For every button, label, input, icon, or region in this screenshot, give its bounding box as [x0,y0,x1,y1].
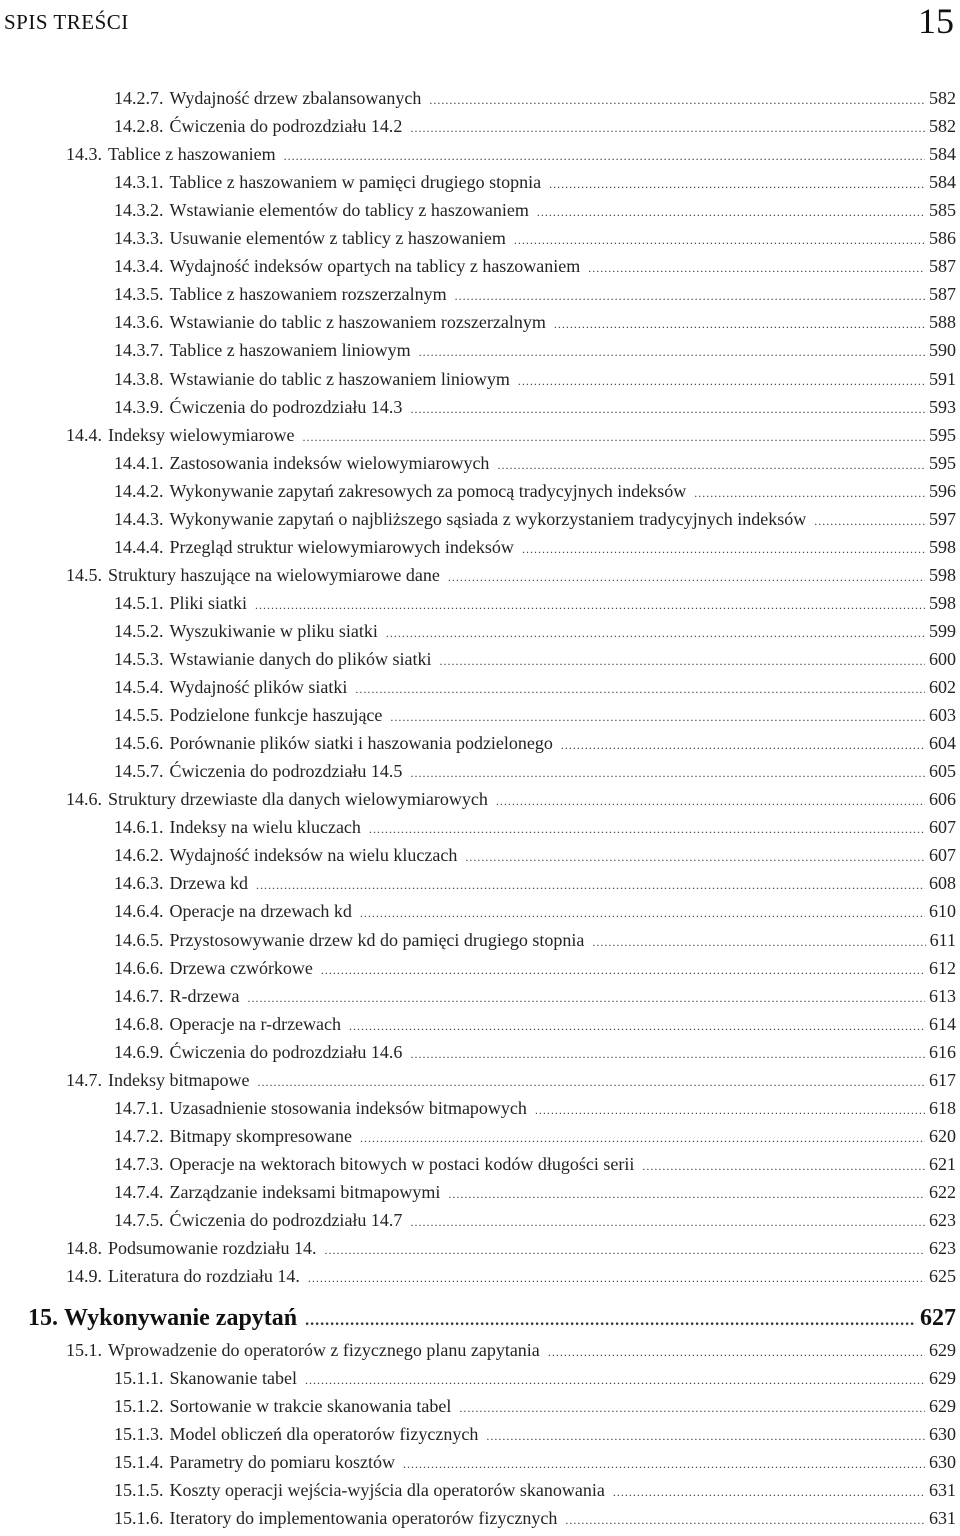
toc-entry [66,785,956,813]
toc-entry-title: Parametry do pomiaru kosztów [169,1452,395,1473]
toc-entry-page: 614 [929,1013,956,1034]
toc-entry-number: 14.3.6. [114,312,164,333]
toc-entry-page: 584 [929,172,956,193]
toc-entry [114,449,956,477]
toc-entry [66,421,956,449]
toc-entry-number: 14.3.5. [114,284,164,305]
toc-entry-page: 591 [929,368,956,389]
toc-entry [114,224,956,252]
toc-entry-number: 14.5.2. [114,620,164,641]
toc-entry [114,168,956,196]
dot-leader [302,423,925,451]
dot-leader [497,451,925,479]
toc-entry-title: Porównanie plików siatki i haszowania podzielonego [169,733,553,754]
toc-entry-title: Tablice z haszowaniem w pamięci drugiego stopnia [169,172,542,193]
toc-entry-title: Uzasadnienie stosowania indeksów bitmapowych [169,1097,527,1118]
toc-entry-number: 14.3.8. [114,368,164,389]
toc-entry-page: 623 [929,1210,956,1230]
toc-entry-number: 14.3.2. [114,200,164,221]
dot-leader [256,871,925,899]
toc-entry-number: 14.8. [66,1238,102,1259]
toc-entry-title: Podsumowanie rozdziału 14. [108,1238,317,1259]
toc-entry-page: 600 [929,649,956,669]
toc-entry-number: 14.7.2. [114,1125,164,1146]
dot-leader [410,1208,925,1236]
toc-entry-number: 14.3.1. [114,172,164,193]
toc-entry-page: 597 [929,508,956,529]
toc-entry-number: 14.6.1. [114,817,164,838]
dot-leader [419,338,925,366]
toc-entry-number: 14.6.4. [114,901,164,922]
toc-entry [114,252,956,280]
toc-entry-number: 14.7.5. [114,1210,164,1230]
toc-entry-number: 14.2.8. [114,116,164,137]
toc-entry [66,1336,956,1364]
toc-entry-title: Wykonywanie zapytań [64,1305,298,1332]
toc-entry-page: 617 [929,1069,956,1090]
toc-entry-number: 14.3.7. [114,340,164,361]
dot-leader [814,507,925,535]
dot-leader [496,787,925,815]
toc-entry-title: Drzewa czwórkowe [169,957,313,978]
toc-entry-page: 627 [920,1305,956,1332]
dot-leader [548,1338,925,1366]
dot-leader [355,675,925,703]
toc-entry [114,1122,956,1150]
toc-entry-number: 14.6.9. [114,1041,164,1062]
toc-entry-page: 611 [929,929,956,950]
toc-entry-title: Drzewa kd [169,873,248,894]
toc-entry [114,701,956,729]
toc-entry-number: 15. [28,1305,58,1332]
toc-entry-page: 590 [929,340,956,361]
toc-entry [114,196,956,224]
toc-entry-number: 14.5.6. [114,733,164,754]
toc-entry-title: Wydajność indeksów na wielu kluczach [169,845,458,866]
toc-chapter-entry [28,1300,956,1336]
toc-entry-title: Usuwanie elementów z tablicy z haszowaniem [169,228,506,249]
dot-leader [439,647,925,675]
toc-entry-page: 605 [929,761,956,782]
toc-entry-title: R-drzewa [169,985,240,1006]
dot-leader [486,1422,925,1450]
toc-entry-title: Ćwiczenia do podrozdziału 14.3 [169,396,403,417]
toc-entry-number: 15.1.4. [114,1452,164,1473]
dot-leader [459,1394,925,1422]
toc-entry [114,645,956,673]
dot-leader [429,86,925,114]
toc-entry-title: Wykonywanie zapytań o najbliższego sąsiada z wykorzystaniem tradycyjnych indeksów [169,508,807,529]
dot-leader [694,479,925,507]
toc-entry-page: 612 [929,957,956,978]
toc-entry-page: 630 [929,1424,956,1445]
dot-leader [360,1124,925,1152]
dot-leader [255,591,925,619]
toc-entry-number: 14.4.4. [114,536,164,557]
dot-leader [403,1450,925,1478]
dot-leader [410,114,925,142]
toc-entry-number: 14.4.1. [114,452,164,473]
toc-entry [114,926,956,954]
toc-entry-page: 596 [929,480,956,501]
toc-entry-page: 630 [929,1452,956,1473]
running-header-title: SPIS TREŚCI [4,10,129,34]
toc-entry-number: 15.1.1. [114,1368,164,1389]
toc-entry-number: 14.2.7. [114,88,164,108]
toc-entry-page: 598 [929,592,956,613]
toc-entry-page: 629 [929,1368,956,1389]
toc-entry-title: Sortowanie w trakcie skanowania tabel [169,1396,452,1417]
dot-leader [592,928,925,956]
toc-entry-page: 598 [929,536,956,557]
toc-entry-title: Wydajność plików siatki [169,677,348,698]
dot-leader [561,731,925,759]
toc-entry [114,1364,956,1392]
toc-entry-page: 606 [929,789,956,810]
toc-entry [114,393,956,421]
toc-entry-title: Wyszukiwanie w pliku siatki [169,620,378,641]
toc-entry-number: 14.7.1. [114,1097,164,1118]
toc-entry-number: 14.7. [66,1069,102,1090]
toc-entry-title: Model obliczeń dla operatorów fizycznych [169,1424,479,1445]
dot-leader [410,1040,925,1068]
toc-entry [114,1010,956,1038]
toc-entry-page: 629 [929,1340,956,1361]
dot-leader [588,254,925,282]
toc-entry-page: 604 [929,733,956,754]
toc-entry [114,112,956,140]
toc-entry [66,1262,956,1290]
toc-entry-page: 603 [929,705,956,726]
dot-leader [554,310,925,338]
toc-entry [114,533,956,561]
toc-entry-title: Bitmapy skompresowane [169,1125,352,1146]
toc-entry [66,140,956,168]
toc-entry-page: 629 [929,1396,956,1417]
toc-entry [114,280,956,308]
toc-entry-title: Tablice z haszowaniem [108,144,276,165]
toc-entry-title: Tablice z haszowaniem rozszerzalnym [169,284,447,305]
dot-leader [386,619,925,647]
toc-entry-page: 587 [929,284,956,305]
toc-entry [114,869,956,897]
dot-leader [360,899,925,927]
toc-entry-title: Indeksy bitmapowe [108,1069,250,1090]
dot-leader [565,1506,925,1534]
toc-entry-page: 588 [929,312,956,333]
toc-entry-title: Wykonywanie zapytań zakresowych za pomocą tradycyjnych indeksów [169,480,687,501]
toc-entry-title: Pliki siatki [169,592,248,613]
toc-entry [114,1420,956,1448]
dot-leader [305,1303,916,1339]
toc-entry-page: 593 [929,396,956,417]
toc-entry-title: Podzielone funkcje haszujące [169,705,383,726]
dot-leader [410,759,925,787]
toc-entry-page: 607 [929,845,956,866]
toc-entry-title: Wstawianie do tablic z haszowaniem liniowym [169,368,510,389]
toc-entry-title: Przystosowywanie drzew kd do pamięci drugiego stopnia [169,929,585,950]
toc-entry-title: Operacje na r-drzewach [169,1013,342,1034]
toc-entry [114,308,956,336]
toc-entry-page: 584 [929,144,956,165]
toc-entry-page: 618 [929,1097,956,1118]
toc-entry-title: Struktury haszujące na wielowymiarowe dane [108,564,440,585]
toc-entry-page: 586 [929,228,956,249]
dot-leader [549,170,925,198]
toc-entry-title: Tablice z haszowaniem liniowym [169,340,411,361]
toc-entry-title: Operacje na wektorach bitowych w postaci kodów długości serii [169,1153,635,1174]
toc-entry-title: Wydajność indeksów opartych na tablicy z haszowaniem [169,256,581,277]
toc-entry-page: 620 [929,1125,956,1146]
toc-entry-title: Skanowanie tabel [169,1368,297,1389]
toc-entry [114,1206,956,1234]
dot-leader [410,395,925,423]
toc-entry-number: 15.1. [66,1340,102,1361]
toc-entry-number: 15.1.6. [114,1508,164,1529]
toc-entry [114,813,956,841]
dot-leader [247,984,925,1012]
toc-entry-title: Ćwiczenia do podrozdziału 14.5 [169,761,403,782]
toc-entry-number: 14.4. [66,424,102,445]
toc-entry-page: 621 [929,1153,956,1174]
toc-entry-number: 14.3.3. [114,228,164,249]
dot-leader [305,1366,925,1394]
toc-entry [114,982,956,1010]
page-number: 15 [918,1,954,41]
toc-entry [114,84,956,112]
toc-entry [114,954,956,982]
toc-entry-title: Zarządzanie indeksami bitmapowymi [169,1181,441,1202]
dot-leader [308,1264,925,1292]
dot-leader [465,843,925,871]
toc-entry-title: Wstawianie danych do plików siatki [169,649,432,669]
toc-entry [114,757,956,785]
toc-entry [114,897,956,925]
toc-entry-page: 595 [929,452,956,473]
toc-entry-page: 616 [929,1041,956,1062]
toc-entry-page: 622 [929,1181,956,1202]
toc-entry [114,673,956,701]
toc-entry-title: Wstawianie do tablic z haszowaniem rozszerzalnym [169,312,546,333]
dot-leader [514,226,925,254]
toc-entry [114,1094,956,1122]
toc-entry-number: 14.3. [66,144,102,165]
dot-leader [448,1180,925,1208]
toc-entry [114,1178,956,1206]
toc-entry [114,841,956,869]
toc-entry-title: Ćwiczenia do podrozdziału 14.2 [169,116,403,137]
toc-entry [114,365,956,393]
toc-entry-title: Indeksy na wielu kluczach [169,817,361,838]
toc-entry-number: 15.1.5. [114,1480,164,1501]
toc-entry-number: 14.7.4. [114,1181,164,1202]
dot-leader [390,703,925,731]
toc-entry-page: 631 [929,1508,956,1529]
toc-entry [114,1448,956,1476]
toc-entry-number: 14.7.3. [114,1153,164,1174]
toc-entry-page: 582 [929,88,956,108]
toc-entry-number: 14.3.4. [114,256,164,277]
toc-entry-title: Iteratory do implementowania operatorów fizycznych [169,1508,558,1529]
toc-entry [114,617,956,645]
toc-entry-page: 599 [929,620,956,641]
toc-entry-number: 14.6.3. [114,873,164,894]
toc-entry-number: 15.1.2. [114,1396,164,1417]
toc-entry-number: 14.3.9. [114,396,164,417]
dot-leader [537,198,925,226]
dot-leader [455,282,925,310]
toc-entry-page: 602 [929,677,956,698]
toc-entry [114,336,956,364]
toc-entry-title: Struktury drzewiaste dla danych wielowymiarowych [108,789,488,810]
toc-entry-page: 585 [929,200,956,221]
toc-entry-page: 595 [929,424,956,445]
toc-entry [114,729,956,757]
dot-leader [522,535,925,563]
toc-entry-page: 613 [929,985,956,1006]
toc-entry [114,1504,956,1532]
toc-entry-page: 608 [929,873,956,894]
toc-entry-page: 582 [929,116,956,137]
toc-entry [66,561,956,589]
toc-entry-number: 14.5.3. [114,649,164,669]
toc-entry-page: 587 [929,256,956,277]
toc-entry-title: Wydajność drzew zbalansowanych [169,88,422,108]
dot-leader [518,367,925,395]
toc-entry-title: Wstawianie elementów do tablicy z haszowaniem [169,200,529,221]
toc-entry [114,589,956,617]
toc-entry [114,1476,956,1504]
toc-entry-number: 14.6.6. [114,957,164,978]
toc-entry-number: 14.6.5. [114,929,164,950]
toc-entry-number: 14.5.4. [114,677,164,698]
toc-entry-number: 14.5.5. [114,705,164,726]
toc-entry-page: 623 [929,1238,956,1259]
toc-entry-number: 14.6.7. [114,985,164,1006]
toc-entry-number: 15.1.3. [114,1424,164,1445]
toc-entry [114,1038,956,1066]
toc-entry [114,1150,956,1178]
dot-leader [369,815,925,843]
toc-entry-number: 14.4.3. [114,508,164,529]
toc-entry-number: 14.6. [66,789,102,810]
toc-entry [114,505,956,533]
toc-entry-title: Zastosowania indeksów wielowymiarowych [169,452,490,473]
toc-entry-page: 607 [929,817,956,838]
toc-entry-title: Operacje na drzewach kd [169,901,352,922]
toc-entry-title: Ćwiczenia do podrozdziału 14.7 [169,1210,403,1230]
toc-entry-title: Literatura do rozdziału 14. [108,1266,300,1287]
toc-entry [66,1234,956,1262]
dot-leader [284,142,925,170]
dot-leader [257,1068,925,1096]
toc-entry-number: 14.5.7. [114,761,164,782]
toc-entry-title: Ćwiczenia do podrozdziału 14.6 [169,1041,403,1062]
dot-leader [321,956,925,984]
toc-entry-number: 14.9. [66,1266,102,1287]
toc-entry-number: 14.5. [66,564,102,585]
dot-leader [349,1012,925,1040]
toc-entry [114,1392,956,1420]
dot-leader [535,1096,925,1124]
dot-leader [613,1478,925,1506]
toc-entry-number: 14.5.1. [114,592,164,613]
toc-entry-title: Przegląd struktur wielowymiarowych indeksów [169,536,514,557]
toc-entry [114,477,956,505]
toc-entry-page: 631 [929,1480,956,1501]
toc-entry-title: Indeksy wielowymiarowe [108,424,295,445]
toc-entry-number: 14.4.2. [114,480,164,501]
toc-entry-number: 14.6.8. [114,1013,164,1034]
dot-leader [448,563,925,591]
dot-leader [642,1152,925,1180]
toc-entry-number: 14.6.2. [114,845,164,866]
toc-entry-page: 598 [929,564,956,585]
toc-entry [66,1066,956,1094]
toc-entry-page: 625 [929,1266,956,1287]
toc-entry-title: Wprowadzenie do operatorów z fizycznego planu zapytania [108,1340,540,1361]
dot-leader [324,1236,925,1264]
toc-entry-page: 610 [929,901,956,922]
toc-entry-title: Koszty operacji wejścia-wyjścia dla operatorów skanowania [169,1480,605,1501]
